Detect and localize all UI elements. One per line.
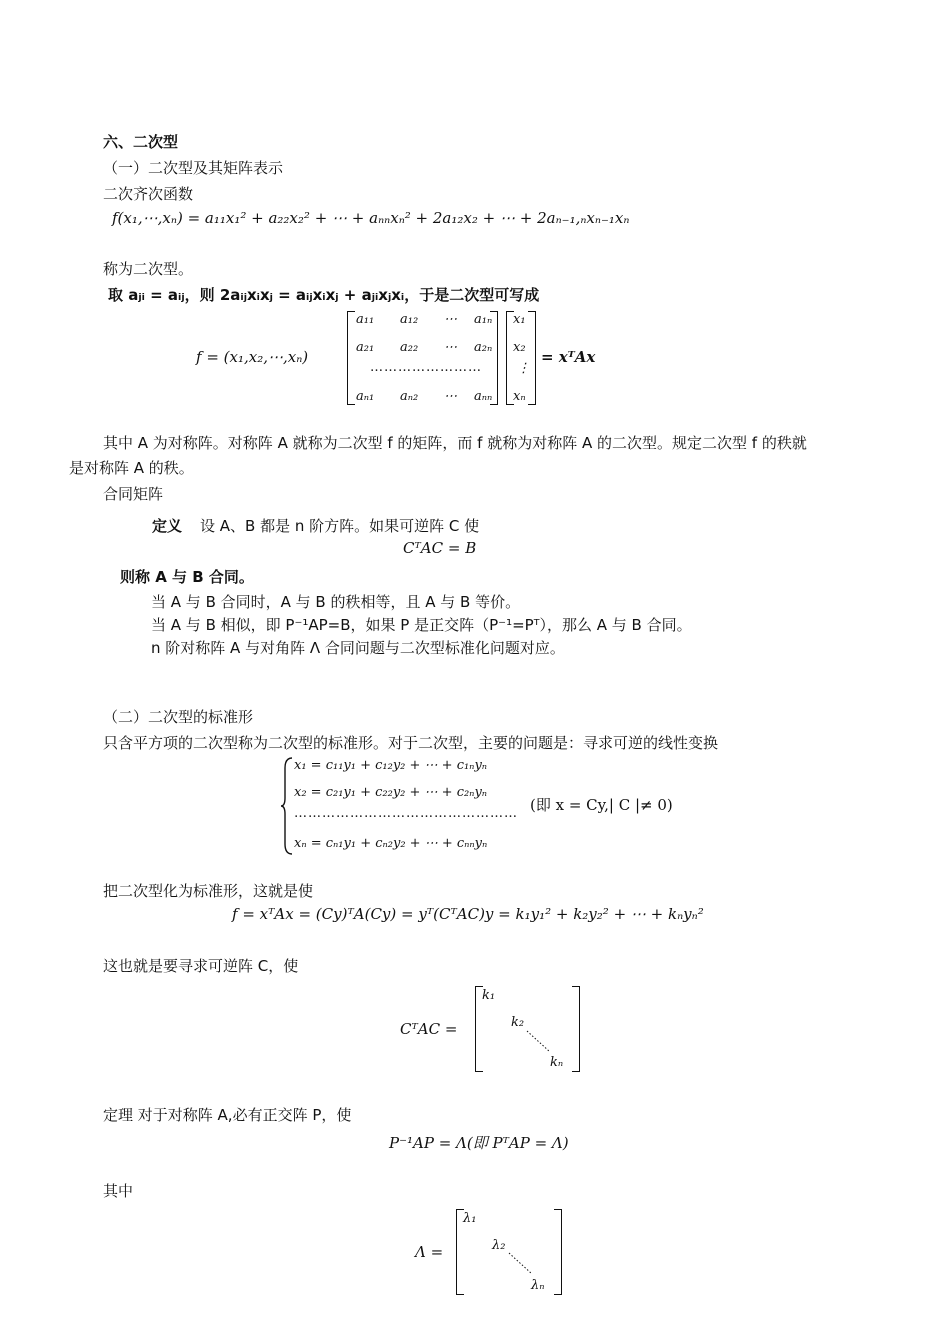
system-left-brace [280, 756, 294, 856]
ctac-lhs: CᵀAC = [400, 1020, 458, 1038]
symmetric-paragraph-line-1: 其中 A 为对称阵。对称阵 A 就称为二次型 f 的矩阵，而 f 就称为对称阵 A 的二次型。规定二次型 f 的秩就 [103, 434, 807, 452]
diag-lambda-dotted-line [508, 1252, 534, 1276]
matrix-form-lhs: f = (x₁,x₂,⋯,xₙ) [196, 348, 309, 366]
diag-lambda-right-bracket [554, 1209, 562, 1295]
diag-lambda1: λ₁ [463, 1211, 477, 1226]
matrix-row-1: a₁₁ a₁₂ ⋯ a₁ₙ [356, 312, 493, 327]
note-diagonal-correspondence: n 阶对称阵 A 与对角阵 Λ 合同问题与二次型标准化问题对应。 [151, 639, 565, 657]
matrix-form-rhs: = xᵀAx [541, 348, 596, 366]
vector-right-bracket [528, 311, 536, 405]
system-row-2: x₂ = c₂₁y₁ + c₂₂y₂ + ⋯ + c₂ₙyₙ [294, 785, 488, 800]
diag-k-right-bracket [572, 986, 580, 1072]
definition-conclusion: 则称 A 与 B 合同。 [120, 568, 254, 586]
subsection-title-1: （一）二次型及其矩阵表示 [103, 159, 284, 177]
standard-form-intro: 只含平方项的二次型称为二次型的标准形。对于二次型，主要的问题是：寻求可逆的线性变换 [103, 734, 719, 752]
find-invertible-c-text: 这也就是要寻求可逆阵 C，使 [103, 957, 299, 975]
system-note: (即 x = Cy,| C |≠ 0) [530, 796, 673, 814]
matrix-row-2: a₂₁ a₂₂ ⋯ a₂ₙ [356, 340, 493, 355]
system-dots-row: ………………………………………… [294, 806, 518, 821]
diag-lambda2: λ₂ [492, 1238, 506, 1253]
subsection-title-2: （二）二次型的标准形 [103, 708, 254, 726]
system-row-n: xₙ = cₙ₁y₁ + cₙ₂y₂ + ⋯ + cₙₙyₙ [294, 836, 488, 851]
symmetric-paragraph-line-2: 是对称阵 A 的秩。 [69, 459, 194, 477]
theorem-text: 定理 对于对称阵 A,必有正交阵 P，使 [103, 1106, 352, 1124]
note-congruent-rank: 当 A 与 B 合同时，A 与 B 的秩相等，且 A 与 B 等价。 [151, 593, 521, 611]
diag-k2: k₂ [511, 1015, 525, 1030]
matrix-left-bracket [347, 311, 355, 405]
lambda-lhs: Λ = [415, 1243, 444, 1261]
called-quadratic-text: 称为二次型。 [103, 260, 194, 278]
note-similar-orthogonal: 当 A 与 B 相似，即 P⁻¹AP=B，如果 P 是正交阵（P⁻¹=Pᵀ），那么 A 与 B 合同。 [151, 616, 692, 634]
diag-k1: k₁ [482, 988, 496, 1003]
vector-x1: x₁ [513, 312, 526, 327]
to-standard-form-formula: f = xᵀAx = (Cy)ᵀA(Cy) = yᵀ(CᵀAC)y = k₁y₁² + k₂y₂² + ⋯ + kₙyₙ² [232, 905, 704, 923]
vector-x2: x₂ [513, 340, 526, 355]
vector-vdots: ⋮ [517, 361, 530, 376]
take-aij-line: 取 aⱼᵢ = aᵢⱼ，则 2aᵢⱼxᵢxⱼ = aᵢⱼxᵢxⱼ + aⱼᵢxⱼxᵢ，于是二次型可写成 [108, 286, 540, 304]
theorem-formula: P⁻¹AP = Λ(即 PᵀAP = Λ) [389, 1134, 569, 1152]
label-congruent-matrix: 合同矩阵 [103, 485, 164, 503]
diag-lambdan: λₙ [531, 1278, 545, 1293]
where-text: 其中 [103, 1182, 134, 1200]
system-row-1: x₁ = c₁₁y₁ + c₁₂y₂ + ⋯ + c₁ₙyₙ [294, 758, 488, 773]
definition-text: 设 A、B 都是 n 阶方阵。如果可逆阵 C 使 [200, 517, 480, 535]
diag-kn: kₙ [550, 1055, 564, 1070]
label-homogeneous-function: 二次齐次函数 [103, 185, 194, 203]
to-standard-form-label: 把二次型化为标准形，这就是使 [103, 882, 314, 900]
definition-label: 定义 [152, 517, 183, 535]
definition-formula: CᵀAC = B [403, 539, 477, 557]
section-title: 六、二次型 [103, 133, 179, 151]
matrix-dots-row: …………………… [370, 360, 482, 375]
formula-quadratic-function: f(x₁,⋯,xₙ) = a₁₁x₁² + a₂₂x₂² + ⋯ + aₙₙxₙ² + 2a₁₂x₂ + ⋯ + 2aₙ₋₁,ₙxₙ₋₁xₙ [112, 209, 630, 227]
diag-k-dotted-line [526, 1030, 552, 1054]
matrix-row-n: aₙ₁ aₙ₂ ⋯ aₙₙ [356, 389, 493, 404]
vector-xn: xₙ [513, 389, 526, 404]
